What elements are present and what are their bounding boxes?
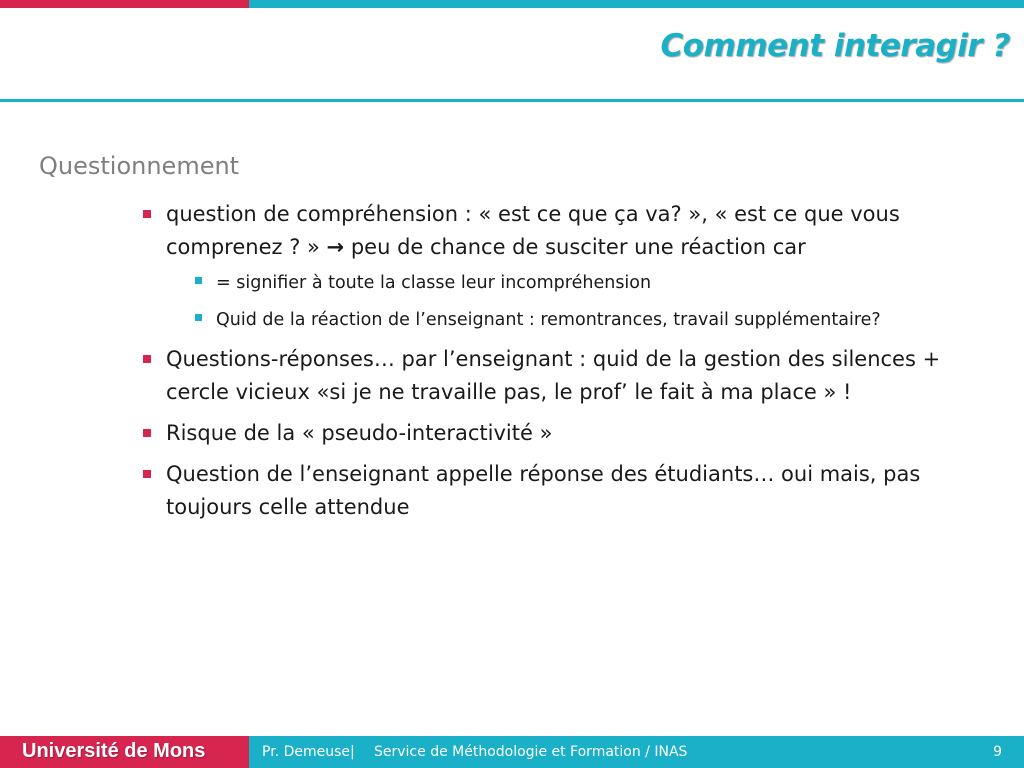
- section-heading: Questionnement: [39, 152, 240, 180]
- bullet-text: Questions-réponses… par l’enseignant : quid de la gestion des silences + cercle vicieux «si je ne travaille pas, le prof’ le fait à ma place » !: [166, 347, 941, 404]
- square-bullet-icon: [195, 314, 202, 321]
- sub-bullet-text: = signifier à toute la classe leur incompréhension: [216, 273, 652, 293]
- square-bullet-icon: [143, 429, 151, 437]
- bullet-text-after-arrow: peu de chance de susciter une réaction car: [344, 235, 806, 259]
- square-bullet-icon: [143, 210, 151, 218]
- top-accent-bar: [0, 0, 1024, 8]
- university-logo-text: Université de Mons: [22, 740, 206, 762]
- footer-author: Pr. Demeuse|: [262, 744, 355, 760]
- sub-bullet-list: [216, 268, 936, 335]
- slide-footer: [0, 736, 1024, 768]
- bullet-item-3: [166, 417, 992, 450]
- page-number: 9: [993, 744, 1002, 760]
- bullet-text: Question de l’enseignant appelle réponse des étudiants… oui mais, pas toujours celle attendue: [166, 462, 921, 519]
- bullet-item-4: [166, 458, 992, 524]
- bullet-item-1: [166, 198, 992, 335]
- bullet-item-2: [166, 343, 992, 409]
- sub-bullet-text: Quid de la réaction de l’enseignant : remontrances, travail supplémentaire?: [216, 310, 881, 330]
- footer-brand-block: [0, 736, 249, 768]
- slide-content: [0, 148, 1024, 708]
- square-bullet-icon: [195, 277, 202, 284]
- sub-bullet-item-1: [216, 268, 936, 298]
- top-bar-red-segment: [0, 0, 249, 8]
- footer-service: Service de Méthodologie et Formation / INAS: [374, 744, 688, 760]
- sub-bullet-item-2: [216, 305, 936, 335]
- bullet-text: Risque de la « pseudo-interactivité »: [166, 421, 553, 445]
- slide-title: Comment interagir ?: [660, 28, 1010, 64]
- right-arrow-icon: →: [326, 235, 345, 259]
- square-bullet-icon: [143, 355, 151, 363]
- top-bar-cyan-segment: [249, 0, 1024, 8]
- bullet-list: [166, 198, 992, 532]
- title-divider: [0, 99, 1024, 102]
- bullet-text-before-arrow: question de compréhension : « est ce que ça va? », « est ce que vous comprenez ? »: [166, 202, 900, 259]
- square-bullet-icon: [143, 470, 151, 478]
